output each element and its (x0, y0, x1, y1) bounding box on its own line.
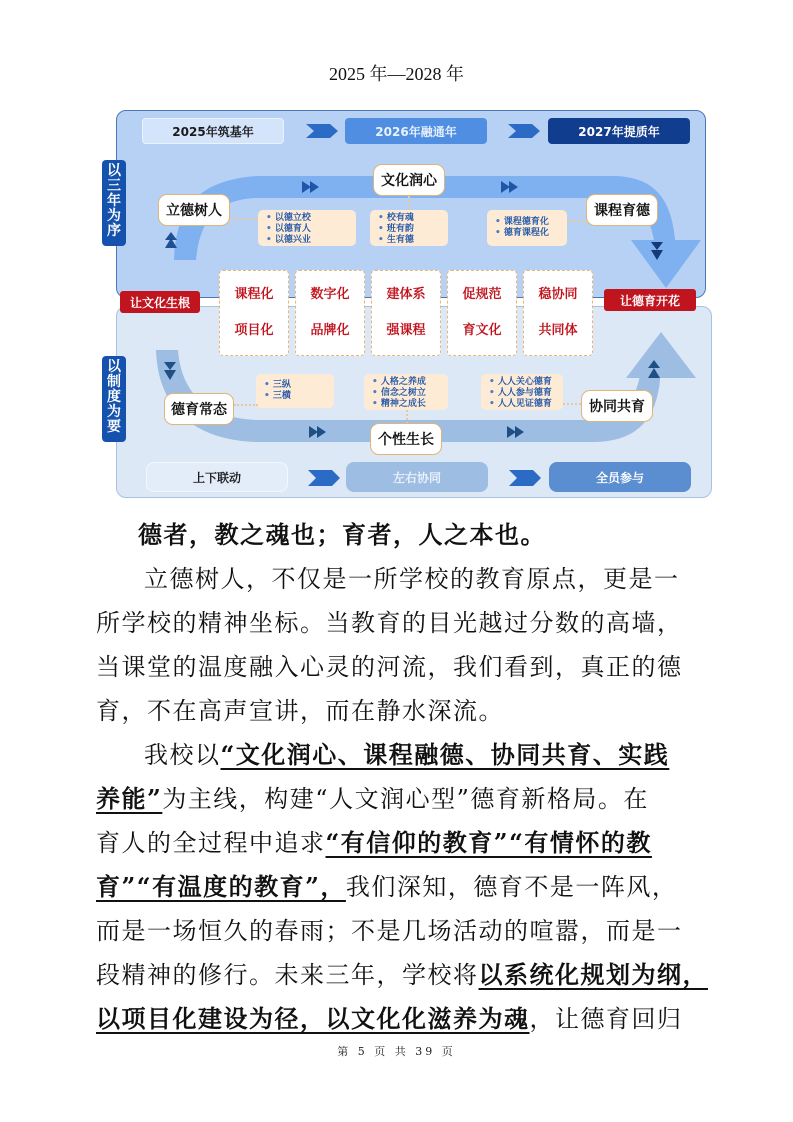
highlight: “文化润心、课程融德、协同共育、实践 (220, 740, 670, 769)
bottom-zuoyou-xietong: 左右协同 (346, 462, 488, 492)
side-tag-bottom: 以制度为要 (102, 356, 126, 442)
highlight: 以项目化建设为径，以文化化滋养为魂 (96, 1004, 530, 1033)
p2-line: 育”“有温度的教育”，我们深知，德育不是一阵风， (96, 872, 678, 901)
bottom-arrow-icon (308, 470, 340, 486)
node-xietong-gongyu: 协同共育 (581, 390, 653, 422)
card-5: 稳协同 共同体 (523, 270, 593, 356)
connector (230, 218, 258, 220)
p2-line: 养能”为主线，构建“人文润心型”德育新格局。在 (96, 784, 649, 813)
year-2026: 2026年融通年 (345, 118, 487, 144)
connector (406, 410, 408, 424)
note-lide-shuren: • 以德立校 • 以德育人 • 以德兴业 (258, 210, 356, 246)
highlight: 养能” (96, 784, 163, 813)
p1-line: 立德树人，不仅是一所学校的教育原点，更是一 (144, 565, 680, 593)
page-footer: 第 5 页 共 39 页 (337, 1045, 456, 1058)
node-wenhua-runxin: 文化润心 (373, 164, 445, 196)
p1-line: 当课堂的温度融入心灵的河流，我们看到，真正的德 (96, 653, 683, 681)
p2-line: 以项目化建设为径，以文化化滋养为魂，让德育回归 (96, 1004, 683, 1033)
tag-wenhua-shenggen: 让文化生根 (120, 291, 200, 313)
card-3: 建体系 强课程 (371, 270, 441, 356)
p1-line: 育，不在高声宣讲，而在静水深流。 (96, 697, 504, 725)
year-arrow-icon (508, 124, 540, 138)
motto: 德者，教之魂也；育者，人之本也。 (138, 520, 546, 549)
range-title: 2025 年—2028 年 (329, 64, 464, 84)
node-lide-shuren: 立德树人 (158, 194, 230, 226)
note-deyu-changtai: • 三纵 • 三横 (256, 374, 334, 408)
year-2027: 2027年提质年 (548, 118, 690, 144)
note-xietong-gongyu: • 人人关心德育 • 人人参与德育 • 人人见证德育 (481, 374, 563, 410)
card-2: 数字化 品牌化 (295, 270, 365, 356)
bottom-quanyuan-canyu: 全员参与 (549, 462, 691, 492)
node-kecheng-yude: 课程育德 (586, 194, 658, 226)
right-up-arrow-shape (626, 332, 696, 378)
note-gexing-shengzhang: • 人格之养成 • 信念之树立 • 精神之成长 (364, 374, 448, 410)
body-text (96, 517, 708, 1033)
year-2025: 2025年筑基年 (142, 118, 284, 144)
tag-deyu-kaihua: 让德育开花 (604, 289, 696, 311)
year-arrow-icon (306, 124, 338, 138)
note-wenhua-runxin: • 校有魂 • 班有韵 • 生有德 (370, 210, 448, 246)
connector (563, 403, 581, 405)
right-down-arrow-shape (631, 240, 701, 288)
connector (234, 404, 258, 406)
p2-line: 育人的全过程中追求“有信仰的教育”“有情怀的教 (96, 828, 652, 857)
bottom-arrow-icon (509, 470, 541, 486)
highlight: 育”“有温度的教育”， (96, 872, 346, 901)
side-tag-top: 以三年为序 (102, 160, 126, 246)
p2-line: 我校以“文化润心、课程融德、协同共育、实践 (144, 740, 670, 769)
p2-line: 段精神的修行。未来三年，学校将以系统化规划为纲， (96, 960, 708, 989)
card-1: 课程化 项目化 (219, 270, 289, 356)
highlight: 以系统化规划为纲， (478, 960, 708, 989)
highlight: “有信仰的教育”“有情怀的教 (325, 828, 652, 857)
moral-education-diagram (107, 110, 714, 498)
card-4: 促规范 育文化 (447, 270, 517, 356)
connector (567, 220, 587, 222)
connector (408, 196, 410, 210)
note-kecheng-yude: • 课程德育化 • 德育课程化 (487, 210, 567, 246)
bottom-shangxia-liandong: 上下联动 (146, 462, 288, 492)
node-gexing-shengzhang: 个性生长 (370, 423, 442, 455)
p2-line: 而是一场恒久的春雨；不是几场活动的喧嚣，而是一 (96, 917, 683, 945)
double-up-arrow-icon (165, 232, 177, 248)
p1-line: 所学校的精神坐标。当教育的目光越过分数的高墙， (96, 609, 683, 637)
node-deyu-changtai: 德育常态 (164, 393, 234, 425)
